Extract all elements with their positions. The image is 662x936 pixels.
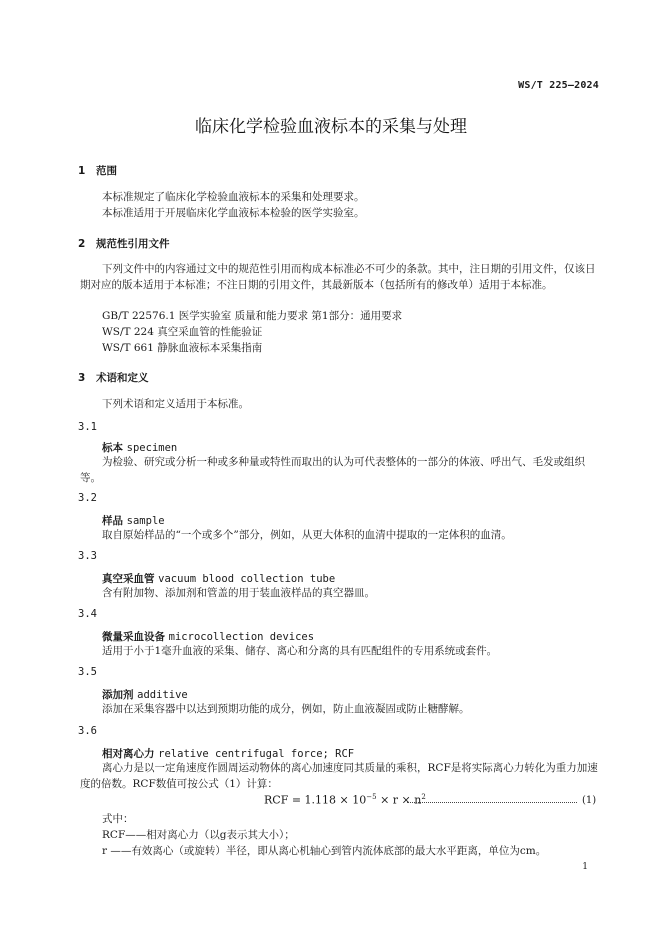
term-definition: 添加在采集容器中以达到预期功能的成分，例如，防止血液凝固或防止糖酵解。 [102,703,470,715]
term-en: relative centrifugal force; RCF [158,748,355,760]
section-number: 2 [78,238,86,250]
formula-leader-dots [407,797,577,803]
paragraph: 下列术语和定义适用于本标准。 [102,398,249,410]
term-heading [102,629,314,644]
section-number: 3 [78,372,86,384]
term-en: additive [137,689,188,701]
section-title: 范围 [96,165,117,177]
where-label: 式中： [102,813,134,825]
variable-definition: RCF——相对离心力（以g表示其大小）； [102,829,295,841]
paragraph: 本标准规定了临床化学检验血液标本的采集和处理要求。 [102,191,365,203]
term-en: microcollection devices [168,631,315,643]
term-zh: 样品 [102,515,123,527]
term-zh: 相对离心力 [102,748,155,760]
formula-number: (1) [582,795,597,806]
term-number: 3.3 [78,550,97,562]
section-title: 术语和定义 [96,372,149,384]
formula [264,793,426,807]
term-definition: 取自原始样品的“一个或多个”部分，例如，从更大体积的血清中提取的一定体积的血清。 [102,529,512,541]
term-zh: 真空采血管 [102,573,155,585]
term-number: 3.6 [78,725,97,737]
reference-item: WS/T 224 真空采血管的性能验证 [102,326,263,338]
term-heading [102,746,354,761]
term-definition: 为检验、研究或分析一种或多种量或特性而取出的认为可代表整体的一部分的体液、呼出气、毛发或组织等。 [80,456,585,484]
term-heading [102,440,177,455]
term-definition: 适用于小于1毫升血液的采集、储存、离心和分离的具有匹配组件的专用系统或套件。 [102,645,498,657]
term-zh: 标本 [102,442,123,454]
term-heading [102,687,188,702]
document-title: 临床化学检验血液标本的采集与处理 [195,117,467,137]
term-en: sample [126,515,165,527]
section-heading-scope [78,163,117,178]
term-definition: 离心力是以一定角速度作圆周运动物体的离心加速度同其质量的乘积，RCF是将实际离心力转化为重力加速度的倍数。RCF数值可按公式（1）计算： [80,762,598,790]
formula-exponent: −5 [366,793,377,801]
section-title: 规范性引用文件 [96,238,170,250]
term-zh: 添加剂 [102,689,134,701]
term-heading [102,571,335,586]
section-heading-normative-references [78,236,170,251]
page-number: 1 [582,862,588,872]
term-number: 3.1 [78,421,97,433]
term-en: vacuum blood collection tube [158,573,336,585]
term-en: specimen [126,442,178,454]
paragraph: 本标准适用于开展临床化学血液标本检验的医学实验室。 [102,207,365,219]
formula-exponent: 2 [421,793,426,801]
term-number: 3.4 [78,608,97,620]
variable-definition: r ——有效离心（或旋转）半径，即从离心机轴心到管内流体底部的最大水平距离，单位为cm。 [102,845,547,857]
standard-code: WS/T 225—2024 [518,80,599,91]
paragraph: 下列文件中的内容通过文中的规范性引用而构成本标准必不可少的条款。其中，注日期的引用文件，仅该日期对应的版本适用于本标准；不注日期的引用文件，其最新版本（包括所有的修改单）适用于本标准。 [80,263,596,291]
section-heading-terms [78,370,149,385]
formula-part: × r × n [376,793,422,807]
term-heading [102,513,165,528]
term-number: 3.5 [78,666,97,678]
section-number: 1 [78,165,86,177]
term-definition: 含有附加物、添加剂和管盖的用于装血液样品的真空器皿。 [102,587,375,599]
term-zh: 微量采血设备 [102,631,165,643]
formula-part: RCF = 1.118 × 10 [264,793,367,807]
reference-item: GB/T 22576.1 医学实验室 质量和能力要求 第1部分：通用要求 [102,310,403,322]
term-number: 3.2 [78,492,97,504]
reference-item: WS/T 661 静脉血液标本采集指南 [102,342,263,354]
